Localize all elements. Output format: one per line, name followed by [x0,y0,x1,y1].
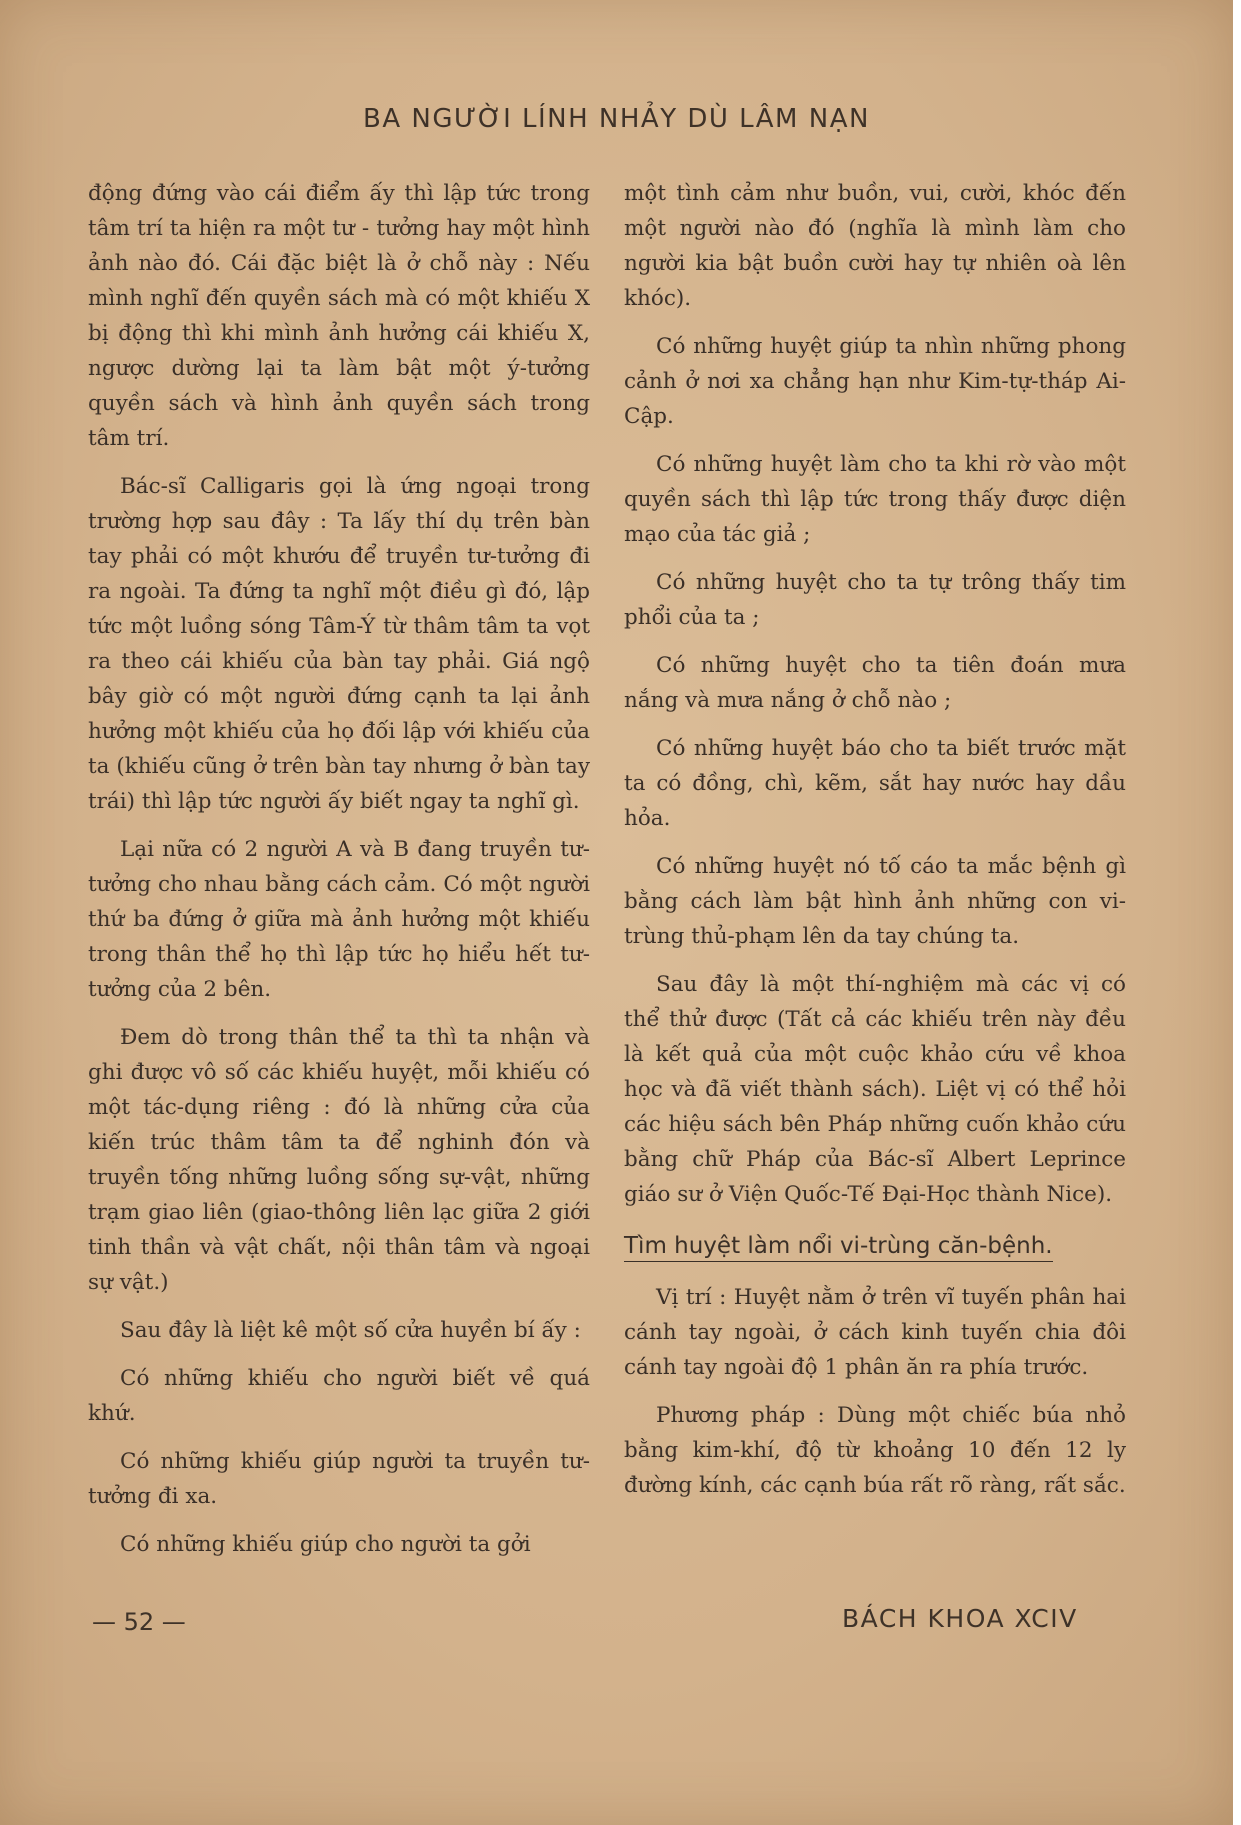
paragraph: Sau đây là liệt kê một số cửa huyền bí ấy : [120,1318,581,1343]
paragraph: Có những huyệt báo cho ta biết trước mặt ta có đồng, chì, kẽm, sắt hay nước hay dầu hỏa. [624,736,1126,831]
paragraph: Có những khiếu giúp cho người ta gởi [120,1532,531,1557]
journal-issue: BÁCH KHOA XCIV [842,1604,1078,1633]
paragraph: Có những khiếu cho người biết về quá khứ. [88,1366,590,1426]
paragraph: Có những huyệt nó tố cáo ta mắc bệnh gì bằng cách làm bật hình ảnh những con vi-trùng thủ-phạm lên da tay chúng ta. [624,854,1126,949]
paragraph: Sau đây là một thí-nghiệm mà các vị có thể thử được (Tất cả các khiếu trên này đều là kết quả của một cuộc khảo cứu về khoa học và đã viết thành sách). Liệt vị có thể hỏi các hiệu sách bên Pháp những cuốn khảo cứu bằng chữ Pháp của Bác-sĩ Albert Leprince giáo sư ở Viện Quốc-Tế Đại-Học thành Nice). [624,972,1126,1207]
paragraph: Có những huyệt làm cho ta khi rờ vào một quyền sách thì lập tức trong thấy được diện mạo của tác giả ; [624,452,1126,547]
running-header: BA NGƯỜI LÍNH NHẢY DÙ LÂM NẠN [363,104,870,134]
right-column [624,176,1126,1516]
paragraph: Đem dò trong thân thể ta thì ta nhận và ghi được vô số các khiếu huyệt, mỗi khiếu có một tác-dụng riêng : đó là những cửa của kiến trúc thâm tâm ta để nghinh đón và truyền tống những luồng sống sự-vật, những trạm giao liên (giao-thông liên lạc giữa 2 giới tinh thần và vật chất, nội thân tâm và ngoại sự vật.) [88,1025,590,1295]
paragraph: Phương pháp : Dùng một chiếc búa nhỏ bằng kim-khí, độ từ khoảng 10 đến 12 ly đường kính, các cạnh búa rất rõ ràng, rất sắc. [624,1403,1126,1498]
page-number: — 52 — [92,1608,186,1636]
section-heading: Tìm huyệt làm nổi vi-trùng căn-bệnh. [624,1231,1053,1262]
left-column [88,176,590,1575]
paragraph: động đứng vào cái điểm ấy thì lập tức trong tâm trí ta hiện ra một tư - tưởng hay một hình ảnh nào đó. Cái đặc biệt là ở chỗ này : Nếu mình nghĩ đến quyền sách mà có một khiếu X bị động thì khi mình ảnh hưởng cái khiếu X, ngược dường lại ta làm bật một ý-tưởng quyền sách và hình ảnh quyền sách trong tâm trí. [88,181,590,451]
paragraph: Có những huyệt giúp ta nhìn những phong cảnh ở nơi xa chẳng hạn như Kim-tự-tháp Ai-Cập. [624,334,1126,429]
paragraph: Có những huyệt cho ta tiên đoán mưa nắng và mưa nắng ở chỗ nào ; [624,653,1126,713]
paragraph: Có những khiếu giúp người ta truyền tư-tưởng đi xa. [88,1449,590,1509]
paragraph: Vị trí : Huyệt nằm ở trên vĩ tuyến phân hai cánh tay ngoài, ở cách kinh tuyến chia đôi cánh tay ngoài độ 1 phân ăn ra phía trước. [624,1285,1126,1380]
paragraph: Có những huyệt cho ta tự trông thấy tim phổi của ta ; [624,570,1126,630]
paragraph: Lại nữa có 2 người A và B đang truyền tư-tưởng cho nhau bằng cách cảm. Có một người thứ ba đứng ở giữa mà ảnh hưởng một khiếu trong thân thể họ thì lập tức họ hiểu hết tư-tưởng của 2 bên. [88,837,590,1002]
paragraph: Bác-sĩ Calligaris gọi là ứng ngoại trong trường hợp sau đây : Ta lấy thí dụ trên bàn tay phải có một khướu để truyền tư-tưởng đi ra ngoài. Ta đứng ta nghĩ một điều gì đó, lập tức một luồng sóng Tâm-Ý từ thâm tâm ta vọt ra theo cái khiếu của bàn tay phải. Giá ngộ bây giờ có một người đứng cạnh ta lại ảnh hưởng một khiếu của họ đối lập với khiếu của ta (khiếu cũng ở trên bàn tay nhưng ở bàn tay trái) thì lập tức người ấy biết ngay ta nghĩ gì. [88,474,590,814]
paragraph: một tình cảm như buồn, vui, cười, khóc đến một người nào đó (nghĩa là mình làm cho người kia bật buồn cười hay tự nhiên oà lên khóc). [624,181,1126,311]
